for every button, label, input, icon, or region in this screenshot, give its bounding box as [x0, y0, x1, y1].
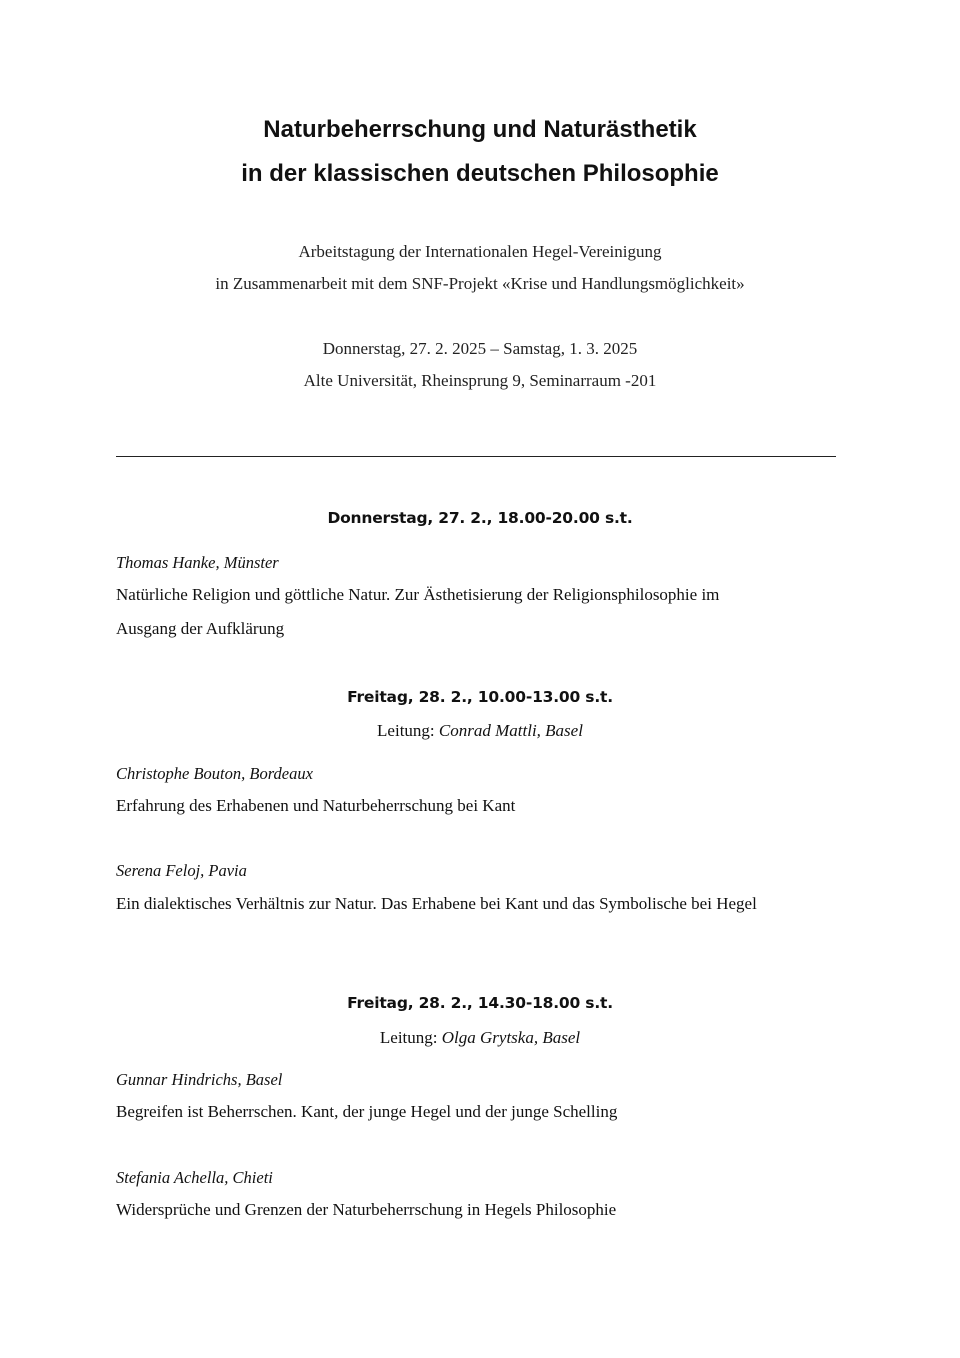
speaker-name: Thomas Hanke, Münster — [116, 553, 279, 572]
speaker-name: Serena Feloj, Pavia — [116, 861, 247, 880]
talk-title-line-2: Ausgang der Aufklärung — [116, 619, 285, 638]
organizer-line-2: in Zusammenarbeit mit dem SNF-Projekt «Krise und Handlungsmöglichkeit» — [215, 274, 745, 293]
session-chair — [0, 1027, 960, 1049]
date-line: Donnerstag, 27. 2. 2025 – Samstag, 1. 3. 2025 — [322, 339, 638, 358]
chair-name: Olga Grytska, Basel — [441, 1028, 581, 1047]
talk-title — [116, 789, 836, 823]
date-venue-block — [0, 333, 960, 397]
session-heading-friday-morning: Freitag, 28. 2., 10.00-13.00 s.t. — [347, 688, 613, 706]
speaker-name: Gunnar Hindrichs, Basel — [116, 1070, 283, 1089]
session-heading-friday-afternoon: Freitag, 28. 2., 14.30-18.00 s.t. — [347, 994, 613, 1012]
title-line-2: in der klassischen deutschen Philosophie — [241, 160, 719, 187]
talk-title — [116, 1095, 836, 1129]
talk-title-line-1: Ein dialektisches Verhältnis zur Natur. Das Erhabene bei Kant und das Symbolische bei Hegel — [116, 894, 757, 913]
speaker-name: Stefania Achella, Chieti — [116, 1168, 273, 1187]
divider-line — [116, 456, 836, 457]
title-line-1: Naturbeherrschung und Naturästhetik — [263, 116, 697, 143]
organizer-line-1: Arbeitstagung der Internationalen Hegel-Vereinigung — [298, 242, 662, 261]
talk-title — [116, 578, 836, 646]
talk-title — [116, 887, 836, 921]
talk-title-line-1: Natürliche Religion und göttliche Natur. Zur Ästhetisierung der Religionsphilosophie im — [116, 585, 720, 604]
chair-name: Conrad Mattli, Basel — [438, 721, 583, 740]
session-heading-thursday: Donnerstag, 27. 2., 18.00-20.00 s.t. — [327, 509, 633, 527]
session-chair — [0, 720, 960, 742]
organizer-block — [0, 236, 960, 300]
talk-title-line-1: Widersprüche und Grenzen der Naturbeherrschung in Hegels Philosophie — [116, 1200, 617, 1219]
talk-title-line-1: Begreifen ist Beherrschen. Kant, der junge Hegel und der junge Schelling — [116, 1102, 618, 1121]
document-title — [0, 108, 960, 196]
talk-title-line-1: Erfahrung des Erhabenen und Naturbeherrschung bei Kant — [116, 796, 516, 815]
speaker-name: Christophe Bouton, Bordeaux — [116, 764, 313, 783]
chair-label: Leitung: — [377, 721, 435, 740]
chair-label: Leitung: — [379, 1028, 438, 1047]
talk-title — [116, 1193, 836, 1227]
venue-line: Alte Universität, Rheinsprung 9, Seminarraum -201 — [303, 371, 657, 390]
